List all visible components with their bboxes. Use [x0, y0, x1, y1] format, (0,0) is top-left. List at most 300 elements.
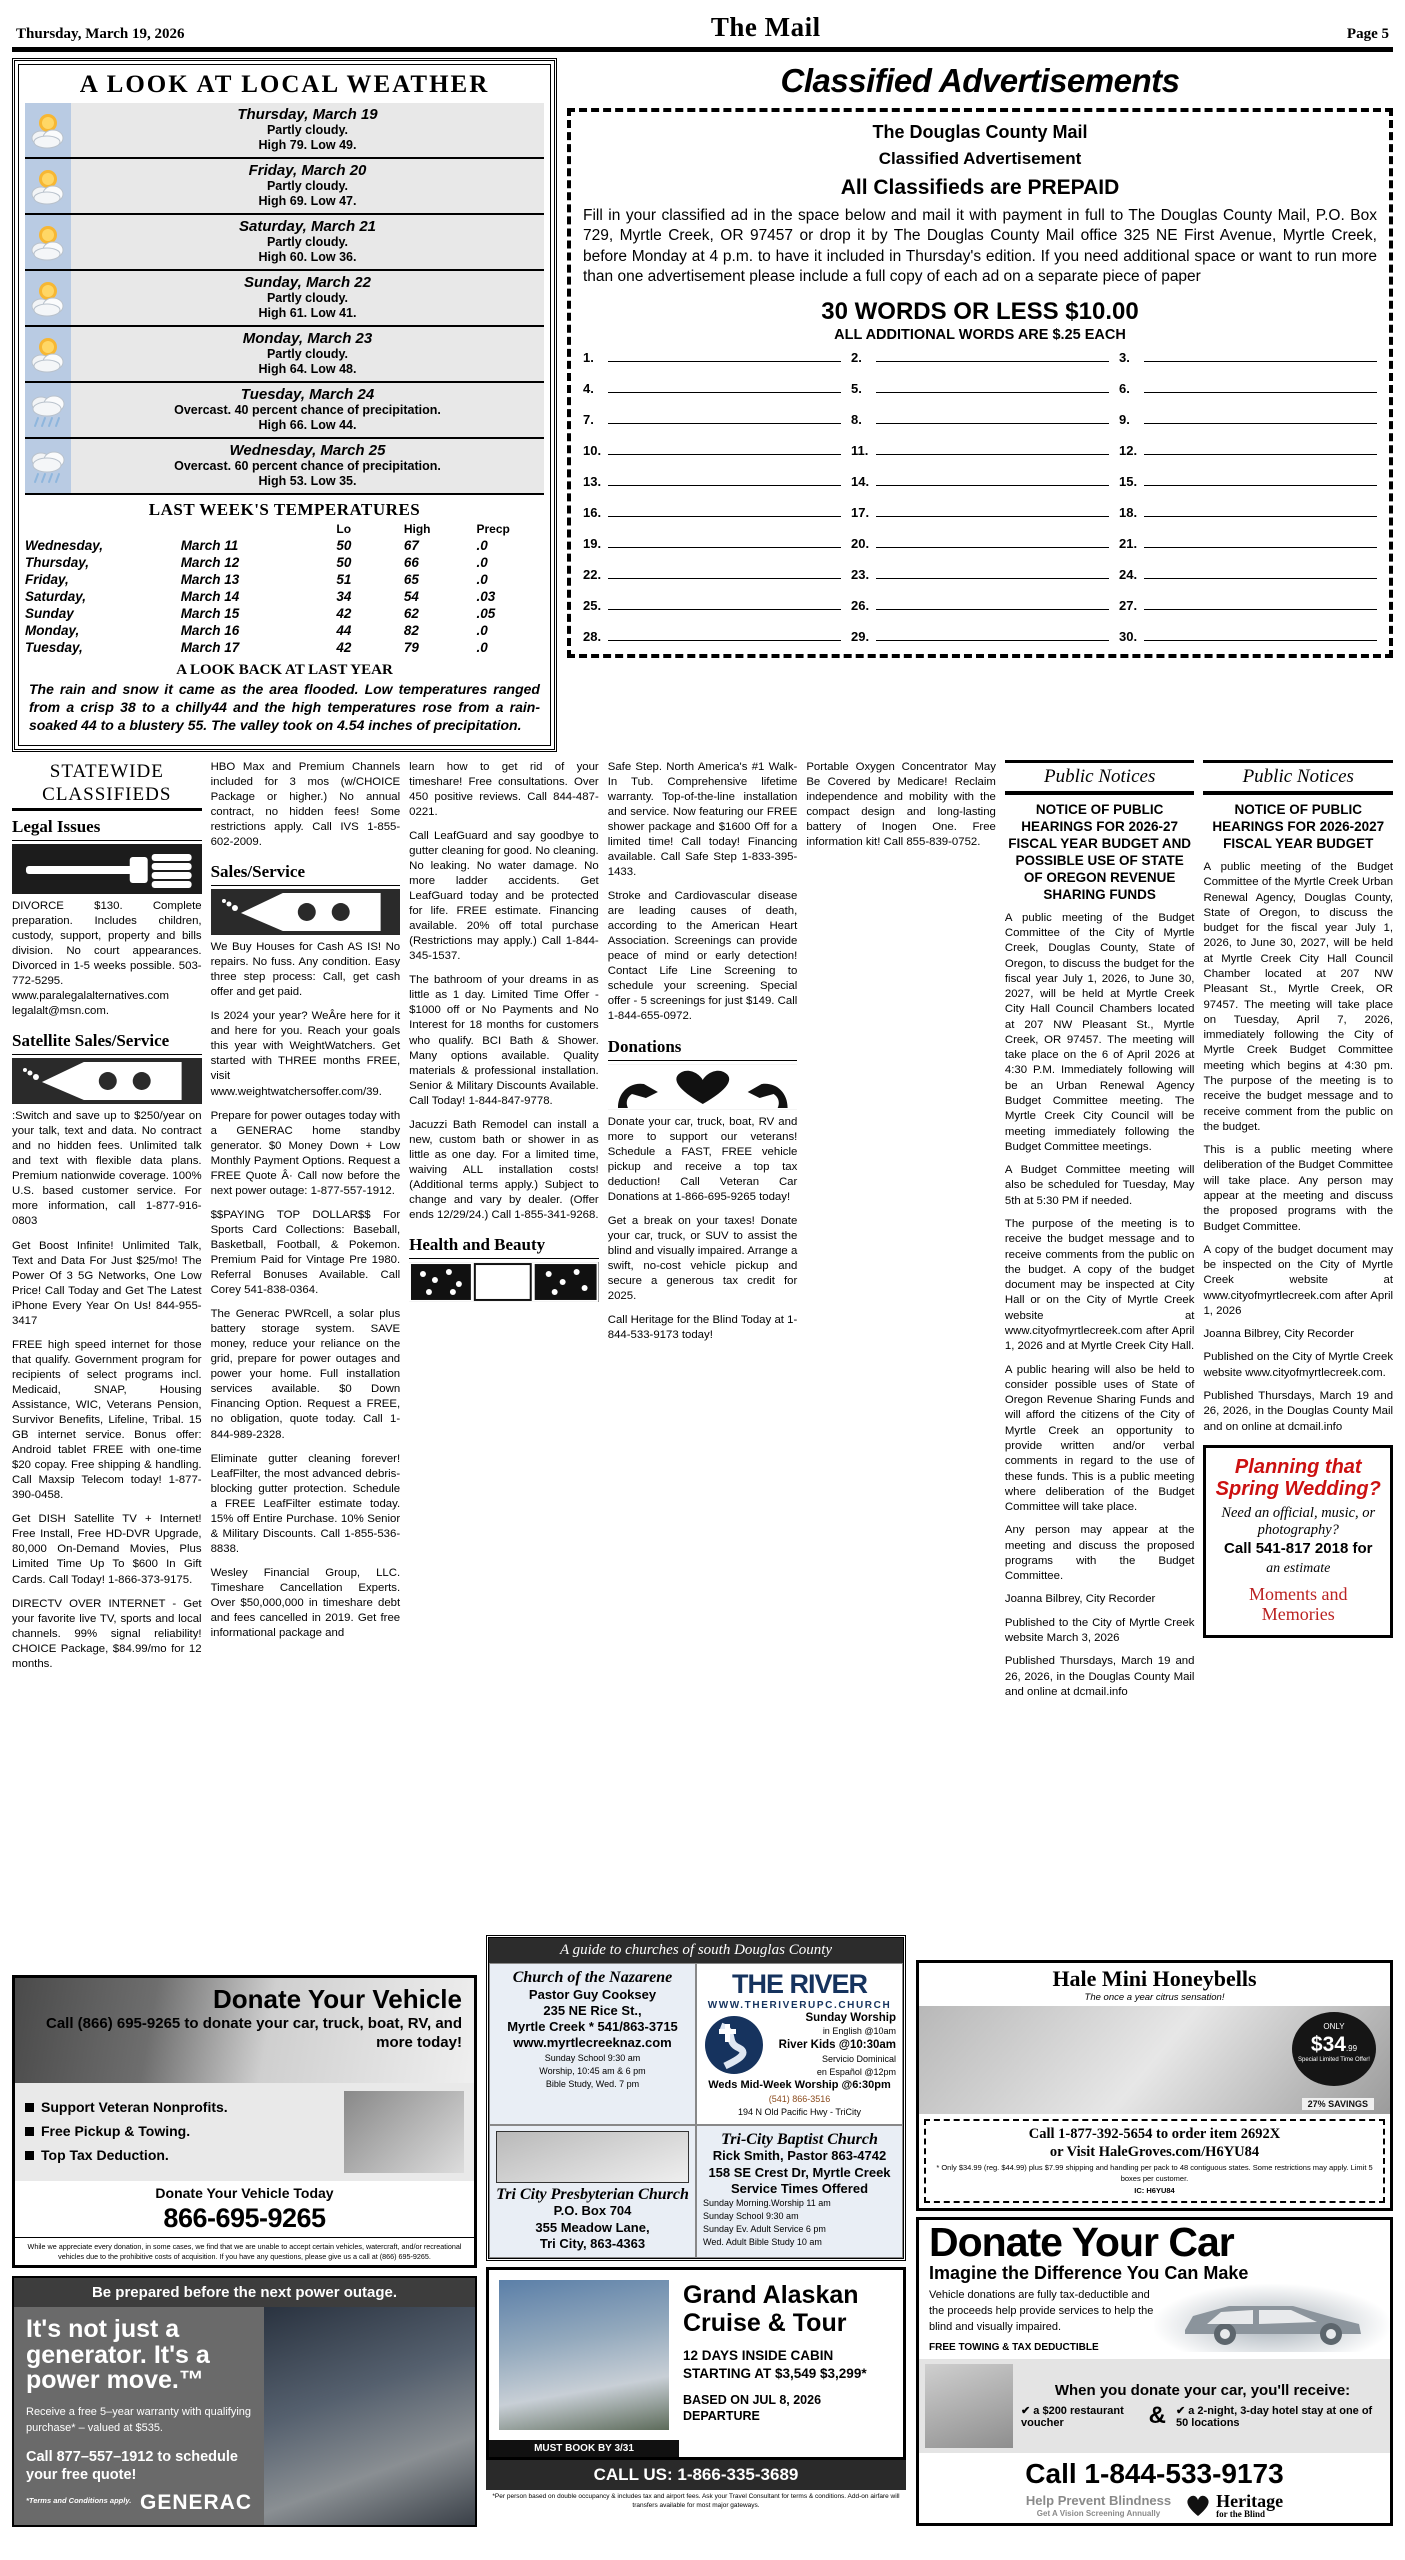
slot-write-line[interactable] — [608, 566, 841, 579]
gavel-icon — [12, 844, 202, 894]
lw-cell: .0 — [476, 640, 488, 655]
lw-cell: Saturday, — [25, 589, 87, 604]
ad-paragraph: DIRECTV OVER INTERNET - Get your favorite live TV, sports and local channels. 99% signal reliability! CHOICE Package, $84.99/mo for 12 months. — [12, 1597, 202, 1670]
slot-number: 21. — [1119, 535, 1138, 551]
ad-paragraph: Call Heritage for the Blind Today at 1-844-533-9173 today! — [607, 1314, 798, 1342]
ad-paragraph: Safe Step. North America's #1 Walk-In Tub. Comprehensive lifetime warranty. Top-of-the-line installation and service. Now featuring our FREE shower package and $1600 Off for a limited time! Call today! Financing available. Call Safe Step 1-833-395-1433. — [607, 760, 798, 879]
lw-cell: 50 — [336, 538, 352, 553]
notice-signature: Joanna Bilbrey, City Recorder — [1004, 1593, 1156, 1606]
forecast-day: Wednesday, March 25 — [229, 442, 386, 459]
forecast-condition: Partly cloudy. — [266, 179, 349, 194]
forecast-condition: Overcast. 60 percent chance of precipitation. — [174, 459, 441, 474]
generac-headline: It's not just a generator. It's a power move.™ — [26, 2315, 210, 2395]
sun-cloud-icon — [25, 159, 71, 213]
notice-paragraph: The purpose of the meeting is to receive the budget message and to receive comments from the public on the budget. A copy of the budget document may be inspected at City Hall or on the City of Myrtle Creek website at www.cityofmyrtlecreek.com after April 1, 2026 and at Myrtle Creek City Hall. — [1004, 1218, 1195, 1353]
reward-item-1: ✔ a $200 restaurant voucher — [1021, 2404, 1124, 2429]
classified-word-slot[interactable] — [583, 349, 841, 365]
slot-write-line[interactable] — [1144, 566, 1377, 579]
donate-car-body: Vehicle donations are fully tax-deductible and the proceeds help provide services to help the blind and visually impaired. — [929, 2288, 1154, 2333]
church-card[interactable] — [489, 2125, 696, 2258]
hpb-label: Help Prevent Blindness — [1025, 2492, 1172, 2508]
classified-word-slot[interactable] — [583, 566, 841, 582]
hale-savings: 27% SAVINGS — [1302, 2098, 1374, 2110]
classified-word-slot[interactable] — [583, 628, 841, 644]
generac-house-photo — [264, 2307, 475, 2525]
church-line: 235 NE Rice St., — [543, 2002, 642, 2018]
notice-paragraph: A public meeting of the Budget Committee of the Myrtle Creek Urban Renewal Agency, Douglas County, State of Oregon, to discuss the budget for the fiscal year July 1, 2026, to June 30, 2027, will be held at Myrtle Creek City Hall Council Chamber located at 207 NW Pleasant St., Myrtle Creek, OR 97457. The meeting will take place on Tuesday, April 7, 2026, immediately following the City of Myrtle Creek Budget Committee meeting which begins at 4:30 pm. The purpose of the meeting is to receive the budget message and to receive comment from the public on the budget. — [1203, 861, 1394, 1133]
church-line: Service Times Offered — [730, 2180, 869, 2196]
table-row — [25, 639, 544, 656]
donate-car-headline: Donate Your Car — [929, 2218, 1234, 2265]
sun-cloud-icon — [25, 103, 71, 157]
sun-cloud-icon — [25, 215, 71, 269]
cruise-disclaimer: *Per person based on double occupancy & includes tax and airport fees. Ask your Travel Consultant for terms & conditions. Add-on airfare will transfers available for most major gateways. — [492, 2493, 900, 2509]
river-logo-icon — [703, 2014, 765, 2076]
classified-word-slot[interactable] — [851, 349, 1109, 365]
slot-write-line[interactable] — [876, 535, 1109, 548]
wedding-ad[interactable] — [1203, 1445, 1393, 1638]
donate-car-ad[interactable] — [916, 2217, 1393, 2526]
statewide-rule — [12, 808, 202, 811]
donate-vehicle-cta: Donate Your Vehicle Today — [155, 2185, 334, 2201]
slot-write-line[interactable] — [608, 473, 841, 486]
slot-number: 23. — [851, 566, 870, 582]
forecast-temps: High 69. Low 47. — [258, 194, 357, 209]
public-notices-heading-2: Public Notices — [1242, 765, 1354, 787]
forecast-condition: Partly cloudy. — [266, 291, 349, 306]
slot-write-line[interactable] — [1144, 442, 1377, 455]
weather-row — [25, 271, 544, 327]
category-donations: Donations — [608, 1034, 798, 1061]
notice-paragraph: Published Thursdays, March 19 and 26, 2026, in the Douglas County Mail and online at dcmail.info — [1004, 1655, 1195, 1698]
classified-word-slot[interactable] — [1119, 504, 1377, 520]
hale-coupon-code: IC: H6YU84 — [1134, 2186, 1175, 2196]
cruise-ad[interactable] — [486, 2267, 906, 2460]
church-phone[interactable]: (541) 866-3516 — [768, 2093, 831, 2104]
column-statewide-3 — [409, 760, 599, 1708]
hale-honeybells-ad[interactable] — [916, 1960, 1393, 2211]
statewide-title-line1: STATEWIDE — [49, 760, 164, 782]
river-church-url[interactable]: WWW.THERIVERUPC.CHURCH — [707, 2000, 892, 2011]
slot-number: 9. — [1119, 411, 1130, 427]
ad-paragraph: FREE high speed internet for those that qualify. Government program for recipients of select programs incl. Medicaid, SNAP, Housing Assistance, WIC, Veterans Pension, Survivor Benefits, Lifeline, Tribal. 15 GB internet service. Bonus offer: Android tablet FREE with one-time $20 copay. Free shipping & handling. Call Maxsip Telecom today! 1-877-390-0458. — [12, 1338, 202, 1502]
lw-cell: .03 — [476, 589, 496, 604]
forecast-condition: Overcast. 40 percent chance of precipitation. — [174, 403, 441, 418]
hale-coupon — [924, 2119, 1385, 2203]
classified-word-slot[interactable] — [1119, 566, 1377, 582]
generac-offer: Receive a free 5–year warranty with qualifying purchase* – valued at $535. — [26, 2405, 252, 2435]
classified-word-slot[interactable] — [1119, 380, 1377, 396]
ad-paragraph: :Switch and save up to $250/year on your talk, text and data. No contract and no hidden fees. Unlimited talk and text with flexible data plans. Premium nationwide coverage. 100% U.S. based customer service. For more information, call 1-877-916-0803 — [12, 1110, 202, 1228]
church-guide — [486, 1935, 906, 2261]
slot-write-line[interactable] — [1144, 628, 1377, 641]
badge-price: $34 — [1310, 2032, 1346, 2056]
classified-word-slot[interactable] — [851, 380, 1109, 396]
slot-write-line[interactable] — [608, 349, 841, 362]
hale-price-badge — [1292, 2012, 1376, 2086]
form-prepaid-notice: All Classifieds are PREPAID — [840, 176, 1120, 199]
notice-paragraph: A Budget Committee meeting will also be scheduled for Tuesday, May 5th at 5:30 PM if needed. — [1004, 1164, 1195, 1207]
ad-paragraph: Call LeafGuard and say goodbye to gutter cleaning for good. No cleaning. No leaking. No water damage. No more ladder accidents. Get LeafGuard today and be protected for life. FREE estimate. Financing available. 20% off total purchase (Restrictions may apply.) Call 1-844-345-1537. — [409, 829, 599, 963]
column-statewide-5 — [806, 760, 996, 1708]
slot-number: 5. — [851, 380, 862, 396]
forecast-temps: High 64. Low 48. — [258, 362, 357, 377]
wedding-ad-brand: Moments and Memories — [1249, 1583, 1348, 1625]
slot-write-line[interactable] — [876, 442, 1109, 455]
table-row — [25, 554, 544, 571]
forecast-temps: High 61. Low 41. — [258, 306, 357, 321]
classified-word-slot[interactable] — [583, 535, 841, 551]
church-name: Tri-City Baptist Church — [721, 2130, 878, 2148]
lw-header-precp: Precp — [476, 522, 510, 536]
generac-logo: GENERAC — [139, 2491, 252, 2515]
classified-word-slot[interactable] — [851, 566, 1109, 582]
generac-call[interactable]: Call 877–557–1912 to schedule your free quote! — [26, 2448, 238, 2484]
heritage-sub: for the Blind — [1216, 2509, 1265, 2520]
church-line: Servicio Dominical — [821, 2053, 896, 2064]
church-card[interactable] — [489, 1963, 696, 2125]
bottom-middle-ads — [486, 1935, 906, 2513]
lw-cell: 66 — [403, 555, 419, 570]
bullet-square-icon — [25, 2103, 34, 2112]
classified-word-slot[interactable] — [851, 597, 1109, 613]
rain-cloud-icon — [25, 439, 71, 493]
wedding-ad-line2: Need an official, music, or photography? — [1221, 1504, 1376, 1539]
last-week-title: LAST WEEK'S TEMPERATURES — [148, 500, 421, 519]
church-service: Worship, 10:45 am & 6 pm — [539, 2065, 646, 2076]
slot-number: 26. — [851, 597, 870, 613]
public-notices-heading: Public Notices — [1044, 765, 1156, 787]
slot-write-line[interactable] — [876, 566, 1109, 579]
masthead — [12, 8, 1393, 45]
church-guide-header: A guide to churches of south Douglas County — [489, 1938, 903, 1963]
help-prevent-blindness — [1026, 2493, 1171, 2518]
donate-vehicle-phone[interactable]: 866-695-9265 — [163, 2203, 326, 2233]
price-tag-icon — [211, 889, 401, 935]
category-satellite-sales: Satellite Sales/Service — [12, 1028, 202, 1055]
benefit-label: Free Pickup & Towing. — [41, 2123, 191, 2140]
church-card[interactable] — [696, 1963, 903, 2125]
look-back-title: A LOOK BACK AT LAST YEAR — [176, 662, 393, 678]
hale-subhead: The once a year citrus sensation! — [1084, 1992, 1225, 2003]
classified-word-slot[interactable] — [851, 442, 1109, 458]
list-item — [25, 2096, 344, 2120]
forecast-temps: High 79. Low 49. — [258, 138, 357, 153]
bullet-square-icon — [25, 2151, 34, 2160]
category-sales-service: Sales/Service — [211, 859, 401, 886]
classified-word-slot[interactable] — [583, 597, 841, 613]
slot-number: 15. — [1119, 473, 1138, 489]
cruise-headline: Grand Alaskan Cruise & Tour — [683, 2281, 859, 2337]
lw-cell: 50 — [336, 555, 352, 570]
heritage-label: Heritage — [1216, 2491, 1284, 2512]
table-row — [25, 571, 544, 588]
slot-number: 19. — [583, 535, 602, 551]
veteran-photo — [344, 2091, 464, 2173]
badge-only-label: ONLY — [1323, 2022, 1345, 2031]
church-service: Sunday School 9:30 am — [703, 2211, 799, 2222]
classified-word-slot[interactable] — [1119, 597, 1377, 613]
weather-panel — [12, 58, 557, 752]
cruise-departure: BASED ON JUL 8, 2026 DEPARTURE — [683, 2392, 822, 2423]
hale-coupon-terms: * Only $34.99 (reg. $44.99) plus $7.99 shipping and handling per pack to 48 contiguous states. Some restrictions may apply. Limit 5 boxes per customer. — [936, 2163, 1373, 2183]
reward-item-2: ✔ a 2-night, 3-day hotel stay at one of 50 locations — [1175, 2404, 1373, 2429]
river-church-logo: THE RIVER — [731, 1969, 868, 1999]
lw-cell: March 14 — [180, 589, 240, 604]
slot-number: 29. — [851, 628, 870, 644]
ad-paragraph: Get a break on your taxes! Donate your car, truck, or SUV to assist the blind and visually impaired. Arrange a swift, no-cost vehicle pickup and secure a generous tax credit for 2025. — [607, 1214, 798, 1303]
slot-write-line[interactable] — [876, 628, 1109, 641]
lw-cell: March 15 — [180, 606, 240, 621]
church-line: in English @10am — [822, 2026, 896, 2037]
lw-cell: .0 — [476, 555, 488, 570]
form-instructions: Fill in your classified ad in the space below and mail it with payment in full to The Douglas County Mail, P.O. Box 729, Myrtle Creek, OR 97457 or drop it by The Douglas County Mail office 325 NE First Avenue, Myrtle Creek, before Monday at 4 p.m. to have it included in Thursday's edition. If you need additional space or want to run more than one advertisement please include a full copy of each ad on a separate piece of paper — [583, 207, 1377, 286]
church-service: Wed. Adult Bible Study 10 am — [703, 2237, 822, 2248]
slot-write-line[interactable] — [1144, 349, 1377, 362]
slot-number: 18. — [1119, 504, 1138, 520]
pills-icon — [409, 1262, 599, 1302]
forecast-condition: Partly cloudy. — [266, 235, 349, 250]
church-line: Pastor Guy Cooksey — [528, 1986, 657, 2002]
notice-paragraph: Published Thursdays, March 19 and 26, 2026, in the Douglas County Mail and on online at dcmail.info — [1203, 1390, 1394, 1433]
classified-word-slot[interactable] — [1119, 473, 1377, 489]
classified-word-slot[interactable] — [851, 535, 1109, 551]
masthead-page-number: Page 5 — [1346, 26, 1389, 42]
ad-paragraph: $$PAYING TOP DOLLAR$$ For Sports Card Collections: Baseball, Basketball, Football, & Pokemon. Premium Paid for Vintage Pre 1980. Referral Bonuses Available. Call Corey 541-838-0364. — [210, 1208, 401, 1297]
church-address: 194 N Old Pacific Hwy - TriCity — [737, 2106, 862, 2117]
wedding-ad-line4: an estimate — [1266, 1561, 1331, 1577]
slot-number: 11. — [851, 442, 869, 458]
weather-row — [25, 327, 544, 383]
slot-write-line[interactable] — [1144, 380, 1377, 393]
slot-write-line[interactable] — [1144, 411, 1377, 424]
slot-number: 4. — [583, 380, 594, 396]
classified-word-slot[interactable] — [583, 504, 841, 520]
classified-title: Classified Advertisements — [780, 62, 1180, 99]
lw-header-high: High — [403, 522, 431, 536]
forecast-day: Friday, March 20 — [248, 162, 367, 179]
ad-paragraph: HBO Max and Premium Channels included for 3 mos (w/CHOICE Package or higher.) No annual contract, no hidden fees! Some restrictions apply. Call IVS 1-855-602-2009. — [210, 760, 401, 848]
slot-write-line[interactable] — [1144, 597, 1377, 610]
slot-write-line[interactable] — [876, 504, 1109, 517]
lw-cell: .05 — [476, 606, 496, 621]
alaska-photo — [499, 2280, 669, 2430]
donate-car-phone[interactable]: Call 1-844-533-9173 — [1025, 2458, 1284, 2490]
classified-word-slot[interactable] — [851, 504, 1109, 520]
slot-write-line[interactable] — [608, 411, 841, 424]
notice-paragraph: A public hearing will also be held to consider possible uses of State of Oregon Revenue Sharing Funds and will afford the citizens of the City of Myrtle Creek an opportunity to provide written and/or verbal comments in regard to the use of these funds. This is a public meeting where deliberation of the Budget Committee will take place. — [1004, 1363, 1195, 1514]
form-subtitle: Classified Advertisement — [878, 149, 1082, 168]
lw-cell: Monday, — [25, 623, 80, 638]
church-service: Sunday School 9:30 am — [544, 2052, 641, 2063]
church-card[interactable] — [696, 2125, 903, 2258]
column-statewide-1 — [12, 760, 202, 1708]
slot-write-line[interactable] — [1144, 535, 1377, 548]
column-public-notice-2 — [1203, 760, 1393, 1708]
notice-2-headline: NOTICE OF PUBLIC HEARINGS FOR 2026-2027 FISCAL YEAR BUDGET — [1212, 802, 1385, 852]
notice-paragraph: Published on the City of Myrtle Creek website www.cityofmyrtlecreek.com. — [1203, 1351, 1394, 1379]
ad-paragraph: Portable Oxygen Concentrator May Be Covered by Medicare! Reclaim independence and mobility with the compact design and long-lasting battery of Inogen One. Free information kit! Call 855-839-0752. — [806, 760, 996, 848]
statewide-title-line2: CLASSIFIEDS — [42, 783, 172, 805]
forecast-condition: Partly cloudy. — [266, 123, 349, 138]
slot-write-line[interactable] — [876, 597, 1109, 610]
rewards-headline: When you donate your car, you'll receive: — [1054, 2382, 1351, 2400]
donate-vehicle-subtext: Call (866) 695-9265 to donate your car, truck, boat, RV, and more today! — [46, 2015, 462, 2051]
ad-paragraph: Eliminate gutter cleaning forever! LeafFilter, the most advanced debris-blocking gutter protection. Schedule a FREE LeafFilter estimate today. 15% off Entire Purchase. 10% Senior & Military Discounts. Call 1-855-536-8838. — [210, 1452, 401, 1555]
wedding-ad-phone: Call 541-817 2018 for — [1224, 1540, 1373, 1558]
forecast-day: Thursday, March 19 — [237, 106, 378, 123]
heart-icon — [1185, 2494, 1211, 2518]
lw-cell: .0 — [476, 572, 488, 587]
hale-coupon-web[interactable]: or Visit HaleGroves.com/H6YU84 — [1049, 2144, 1260, 2161]
classified-word-slot[interactable] — [851, 628, 1109, 644]
donate-vehicle-ad[interactable] — [12, 1975, 477, 2268]
slot-number: 2. — [851, 349, 862, 365]
slot-number: 30. — [1119, 628, 1138, 644]
donate-car-rewards — [919, 2359, 1390, 2453]
category-health-beauty: Health and Beauty — [409, 1232, 599, 1259]
notice-signature: Joanna Bilbrey, City Recorder — [1203, 1328, 1354, 1341]
church-line: Weds Mid-Week Worship @6:30pm — [708, 2078, 891, 2091]
forecast-day: Saturday, March 21 — [239, 218, 376, 235]
hpb-sub: Get A Vision Screening Annually — [1036, 2508, 1161, 2518]
slot-number: 27. — [1119, 597, 1138, 613]
slot-write-line[interactable] — [608, 597, 841, 610]
table-row — [25, 588, 544, 605]
sun-cloud-icon — [25, 327, 71, 381]
forecast-temps: High 60. Low 36. — [258, 250, 357, 265]
column-public-notice-1 — [1005, 760, 1195, 1708]
forecast-condition: Partly cloudy. — [266, 347, 349, 362]
lw-cell: Tuesday, — [25, 640, 83, 655]
hale-coupon-call[interactable]: Call 1-877-392-5654 to order item 2692X — [1028, 2126, 1281, 2142]
church-service: Sunday Morning.Worship 11 am — [703, 2198, 831, 2209]
category-legal-issues: Legal Issues — [12, 814, 202, 841]
table-row — [25, 605, 544, 622]
slot-write-line[interactable] — [1144, 473, 1377, 486]
classified-word-slot[interactable] — [851, 411, 1109, 427]
ad-paragraph: Get Boost Infinite! Unlimited Talk, Text and Data For Just $25/mo! The Power Of 3 5G Networks, One Low Price! Call Today and Get The Latest iPhone Every Year On Us! 844-955-3417 — [12, 1239, 202, 1327]
classified-word-slot[interactable] — [1119, 411, 1377, 427]
lw-cell: 42 — [336, 606, 352, 621]
slot-write-line[interactable] — [876, 349, 1109, 362]
child-photo — [925, 2364, 1013, 2448]
slot-write-line[interactable] — [1144, 504, 1377, 517]
slot-number: 13. — [583, 473, 602, 489]
church-website[interactable]: www.myrtlecreeknaz.com — [513, 2035, 672, 2051]
lw-cell: March 13 — [180, 572, 240, 587]
hale-headline: Hale Mini Honeybells — [1052, 1966, 1257, 1991]
donate-vehicle-hero — [15, 1978, 474, 2083]
ad-paragraph: Donate your car, truck, boat, RV and more to support our veterans! Schedule a FAST, FREE vehicle pickup and receive a top tax deduction! Call Veteran Car Donations at 1-866-695-9265 today! — [607, 1115, 798, 1203]
forecast-day: Sunday, March 22 — [244, 274, 371, 291]
bottom-right-ads — [916, 1960, 1393, 2526]
notice-paragraph: Any person may appear at the meeting and discuss the proposed programs with the Budget Committee. — [1004, 1524, 1195, 1583]
notice-paragraph: A public meeting of the Budget Committee of the City of Myrtle Creek, Douglas County, State of Oregon, to discuss the budget for the fiscal year July 1, 2026, to June 30, 2027, will be held at Myrtle Creek City Hall Council Chambers located at 207 NW Pleasant St., Myrtle Creek, OR 97457. The meeting will take place on the 6 of April 2026 at 4:30 P.M. Immediately following will be an Urban Renewal Agency Budget Committee meeting. The Myrtle Creek City Council will be meeting immediately following the Budget Committee meetings. — [1004, 911, 1195, 1153]
list-item — [25, 2120, 344, 2144]
notice-1-headline: NOTICE OF PUBLIC HEARINGS FOR 2026-27 FISCAL YEAR BUDGET AND POSSIBLE USE OF STATE OF OREGON REVENUE SHARING FUNDS — [1008, 802, 1192, 902]
church-service: Bible Study, Wed. 7 pm — [545, 2078, 640, 2089]
ad-paragraph: Jacuzzi Bath Remodel can install a new, custom bath or shower in as little as one day. For a limited time, waiving ALL installation costs! (Additional terms apply.) Subject to change and vary by dealer. (Offer ends 12/29/24.) Call 1-855-341-9268. — [409, 1118, 599, 1222]
classified-word-slot[interactable] — [1119, 628, 1377, 644]
lw-cell: March 11 — [180, 538, 239, 553]
weather-row — [25, 215, 544, 271]
slot-number: 28. — [583, 628, 602, 644]
church-service: Sunday Ev. Adult Service 6 pm — [703, 2224, 826, 2235]
weather-row — [25, 439, 544, 495]
donate-vehicle-benefits — [15, 2083, 474, 2181]
classified-word-slot[interactable] — [583, 442, 841, 458]
classified-panel — [567, 58, 1393, 752]
lw-cell: Sunday — [25, 606, 74, 621]
slot-write-line[interactable] — [608, 442, 841, 455]
classified-word-slot[interactable] — [1119, 535, 1377, 551]
weather-forecast-list — [25, 103, 544, 495]
lw-cell: 54 — [403, 589, 419, 604]
classified-word-slot[interactable] — [851, 473, 1109, 489]
notice-paragraph: This is a public meeting where deliberation of the Budget Committee will take place. Any person may appear at the meeting and discuss the proposed programs with the Budget Committee. — [1203, 1144, 1394, 1233]
lw-cell: .0 — [476, 623, 488, 638]
church-line: Rick Smith, Pastor 863-4742 — [712, 2148, 887, 2164]
classified-word-slot[interactable] — [583, 473, 841, 489]
slot-write-line[interactable] — [876, 411, 1109, 424]
oranges-photo — [919, 2006, 1390, 2114]
slot-write-line[interactable] — [876, 380, 1109, 393]
badge-cents: .99 — [1345, 2043, 1358, 2053]
slot-write-line[interactable] — [608, 628, 841, 641]
ad-paragraph: Get DISH Satellite TV + Internet! Free Install, Free HD-DVR Upgrade, 80,000 On-Demand Movies, Plus Limited Time Up To $600 In Gift Cards. Call Today! 1-866-373-9175. — [12, 1513, 202, 1586]
slot-write-line[interactable] — [876, 473, 1109, 486]
weather-row — [25, 103, 544, 159]
forecast-temps: High 66. Low 44. — [258, 418, 357, 433]
slot-number: 24. — [1119, 566, 1138, 582]
car-photo — [1154, 2284, 1390, 2352]
classified-word-slot[interactable] — [583, 411, 841, 427]
ad-paragraph: The bathroom of your dreams in as little as 1 day. Limited Time Offer - $1000 off or No Payments and No Interest for 18 months for customers who qualify. BCI Bath & Shower. Many options available. Quality materials & professional installation. Senior & Military Discounts Available. Call Today! 1-844-847-9778. — [409, 974, 599, 1107]
slot-number: 17. — [851, 504, 870, 520]
hands-heart-icon — [608, 1064, 798, 1110]
donate-vehicle-headline: Donate Your Vehicle — [212, 1984, 462, 2014]
table-row — [25, 537, 544, 554]
masthead-rule — [12, 47, 1393, 52]
classified-word-slot[interactable] — [1119, 349, 1377, 365]
slot-write-line[interactable] — [608, 535, 841, 548]
church-line: 355 Meadow Lane, — [535, 2219, 650, 2235]
look-back-body: The rain and snow it came as the area flooded. Low temperatures ranged from a crisp 38 to a chilly44 and the high temperatures rose from a rain-soaked 44 to a blustery 55. The valley took on 4.54 inches of precipitation. — [29, 681, 540, 733]
lower-section — [12, 760, 1393, 1708]
lw-cell: 44 — [336, 623, 352, 638]
slot-number: 7. — [583, 411, 594, 427]
lw-cell: 42 — [336, 640, 352, 655]
church-name: Tri City Presbyterian Church — [496, 2185, 689, 2203]
classified-word-slot[interactable] — [583, 380, 841, 396]
slot-write-line[interactable] — [608, 380, 841, 393]
generac-ad[interactable] — [12, 2276, 477, 2527]
reward-1-label: a $200 restaurant voucher — [1021, 2404, 1124, 2429]
lw-cell: 67 — [403, 538, 419, 553]
lw-header-0 — [25, 522, 181, 537]
table-row — [25, 622, 544, 639]
slot-write-line[interactable] — [608, 504, 841, 517]
masthead-title: The Mail — [710, 12, 821, 42]
cruise-call-cta[interactable]: CALL US: 1-866-335-3689 — [486, 2460, 906, 2490]
slot-number: 16. — [583, 504, 602, 520]
badge-note: Special Limited Time Offer! — [1298, 2056, 1370, 2063]
slot-number: 12. — [1119, 442, 1138, 458]
classified-word-slot[interactable] — [1119, 442, 1377, 458]
ad-paragraph: learn how to get rid of your timeshare! Free consultations. Over 450 positive reviews. Call 844-487-0221. — [409, 760, 599, 818]
slot-number: 8. — [851, 411, 862, 427]
